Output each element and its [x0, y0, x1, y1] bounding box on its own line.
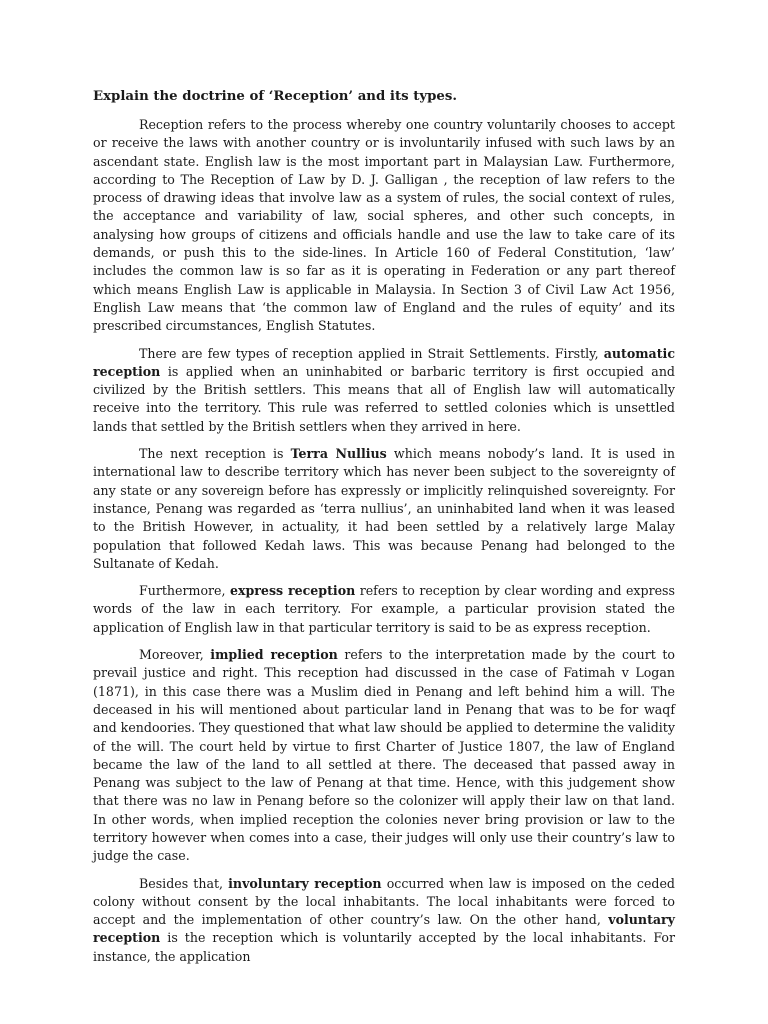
- paragraph-text: Reception refers to the process whereby one country voluntarily chooses to accept or receive the laws with another country or is involuntarily infused with such laws by an ascendant state. English law is the most important part in Malaysian Law. Furthermore, according to The Reception of Law by D. J. Galligan , the reception of law refers to the process of drawing ideas that involve law as a system of rules, the social context of rules, the acceptance and variability of law, social spheres, and other such concepts, in analysing how groups of citizens and officials handle and use the law to take care of its demands, or push this to the side-lines. In Article 160 of Federal Constitution, ‘law’ includes the common law is so far as it is operating in Federation or any part thereof which means English Law is applicable in Malaysia. In Section 3 of Civil Law Act 1956, English Law means that ‘the common law of England and the rules of equity’ and its prescribed circumstances, English Statutes.: [93, 117, 675, 334]
- body-paragraph: [93, 445, 675, 573]
- paragraph-text: refers to reception by clear wording and express words of the law in each territory. For example, a particular provision stated the application of English law in that particular territory is said to be as express reception.: [93, 583, 675, 635]
- bold-term: voluntary reception: [93, 912, 675, 946]
- body-paragraph: [93, 646, 675, 866]
- paragraph-text: is applied when an uninhabited or barbaric territory is first occupied and civilized by the British settlers. This means that all of English law will automatically receive into the territory. This rule was referred to settled colonies which is unsettled lands that settled by the British settlers when they arrived in here.: [93, 363, 675, 434]
- paragraph-text: refers to the interpretation made by the court to prevail justice and right. This reception had discussed in the case of Fatimah v Logan (1871), in this case there was a Muslim died in Penang and left behind him a will. The deceased in his will mentioned about particular land in Penang that was to be for waqf and kendoories. They questioned that what law should be applied to determine the validity of the will. The court held by virtue to first Charter of Justice 1807, the law of England became the law of the land to all settled at there. The deceased that passed away in Penang was subject to the law of Penang at that time. Hence, with this judgement show that there was no law in Penang before so the colonizer will apply their law on that land. In other words, when implied reception the colonies never bring provision or law to the territory however when comes into a case, their judges will only use their country’s law to judge the case.: [93, 647, 675, 864]
- paragraph-text: Besides that,: [139, 875, 229, 891]
- bold-term: implied reception: [210, 647, 338, 663]
- bold-term: involuntary reception: [228, 875, 382, 891]
- paragraph-text: There are few types of reception applied in Strait Settlements. Firstly,: [139, 345, 604, 361]
- bold-term: automatic reception: [93, 345, 675, 379]
- body-paragraph: [93, 345, 675, 436]
- bold-term: Terra Nullius: [290, 446, 387, 462]
- document-body: [93, 116, 675, 966]
- body-paragraph: [93, 875, 675, 966]
- paragraph-text: which means nobody’s land. It is used in international law to describe territory which has never been subject to the sovereignty of any state or any sovereign before has expressly or implicitly relinquished sovereignty. For instance, Penang was regarded as ‘terra nullius’, an uninhabited land when it was leased to the British However, in actuality, it had been settled by a relatively large Malay population that followed Kedah laws. This was because Penang had belonged to the Sultanate of Kedah.: [93, 446, 675, 571]
- paragraph-text: occurred when law is imposed on the ceded colony without consent by the local inhabitants. The local inhabitants were forced to accept and the implementation of other country’s law. On the other hand,: [93, 875, 675, 928]
- paragraph-text: is the reception which is voluntarily accepted by the local inhabitants. For instance, the application: [93, 930, 675, 964]
- paragraph-text: Furthermore,: [139, 583, 230, 599]
- bold-term: express reception: [229, 583, 356, 599]
- paragraph-text: Moreover,: [139, 647, 211, 663]
- paragraph-text: The next reception is: [139, 446, 291, 462]
- body-paragraph: [93, 116, 675, 336]
- document-title: Explain the doctrine of ‘Reception’ and its types.: [93, 89, 457, 104]
- body-paragraph: [93, 582, 675, 637]
